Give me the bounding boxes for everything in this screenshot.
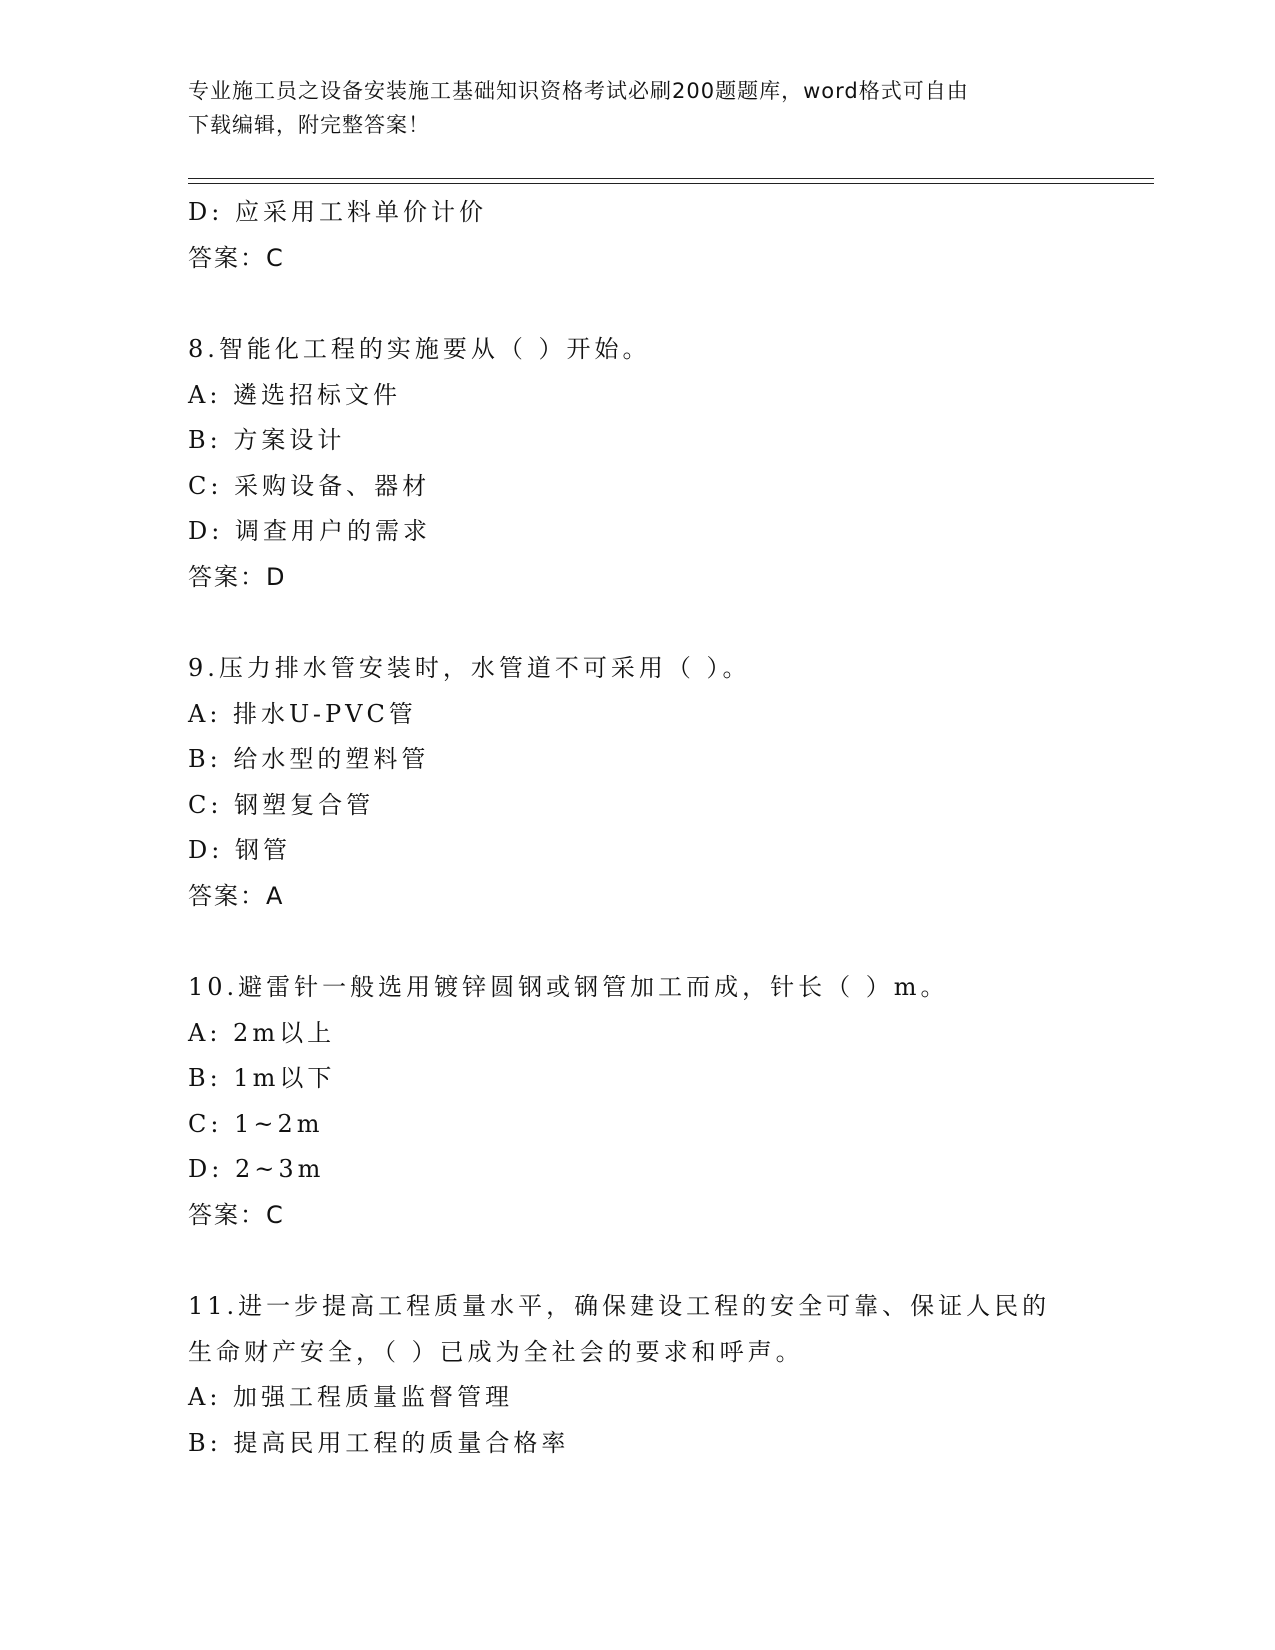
q9-answer: 答案：A bbox=[188, 881, 285, 910]
q11-stem-line-1: 11.进一步提高工程质量水平，确保建设工程的安全可靠、保证人民的 bbox=[188, 1292, 1051, 1320]
header-divider-bottom bbox=[188, 183, 1154, 184]
q7-option-d: D: 应采用工料单价计价 bbox=[188, 198, 487, 226]
q8-option-d: D: 调查用户的需求 bbox=[188, 517, 431, 545]
q11-option-a: A: 加强工程质量监督管理 bbox=[188, 1383, 514, 1411]
q8-option-b: B: 方案设计 bbox=[188, 426, 346, 454]
q9-option-b: B: 给水型的塑料管 bbox=[188, 745, 430, 773]
question-content bbox=[188, 190, 1148, 1466]
q11-option-b: B: 提高民用工程的质量合格率 bbox=[188, 1428, 570, 1457]
header-divider-top bbox=[188, 178, 1154, 179]
q10-option-c: C: 1~2m bbox=[188, 1109, 324, 1138]
q8-answer: 答案：D bbox=[188, 562, 287, 591]
q10-option-b: B: 1m以下 bbox=[188, 1064, 336, 1092]
q9-option-d: D: 钢管 bbox=[188, 836, 291, 864]
q9-stem: 9.压力排水管安装时，水管道不可采用（ ）。 bbox=[188, 654, 751, 682]
header-line-2: 下载编辑，附完整答案！ bbox=[188, 113, 430, 137]
q7-answer: 答案：C bbox=[188, 243, 285, 272]
q11-stem-line-2: 生命财产安全，（ ）已成为全社会的要求和呼声。 bbox=[188, 1337, 804, 1366]
document-header bbox=[188, 74, 1068, 142]
q10-stem: 10.避雷针一般选用镀锌圆钢或钢管加工而成，针长（ ）m。 bbox=[188, 973, 949, 1001]
spacer bbox=[188, 1238, 1148, 1284]
q9-option-a: A: 排水U-PVC管 bbox=[188, 699, 417, 728]
spacer bbox=[188, 919, 1148, 965]
q10-answer: 答案：C bbox=[188, 1200, 285, 1229]
q8-option-c: C: 采购设备、器材 bbox=[188, 471, 431, 500]
q8-option-a: A: 遴选招标文件 bbox=[188, 380, 402, 409]
q10-option-a: A: 2m以上 bbox=[188, 1018, 336, 1047]
spacer bbox=[188, 600, 1148, 646]
header-line-1: 专业施工员之设备安装施工基础知识资格考试必刷200题题库，word格式可自由 bbox=[188, 79, 969, 103]
q10-option-d: D: 2~3m bbox=[188, 1155, 325, 1183]
q8-stem: 8.智能化工程的实施要从（ ）开始。 bbox=[188, 335, 651, 363]
spacer bbox=[188, 281, 1148, 327]
q9-option-c: C: 钢塑复合管 bbox=[188, 790, 375, 819]
